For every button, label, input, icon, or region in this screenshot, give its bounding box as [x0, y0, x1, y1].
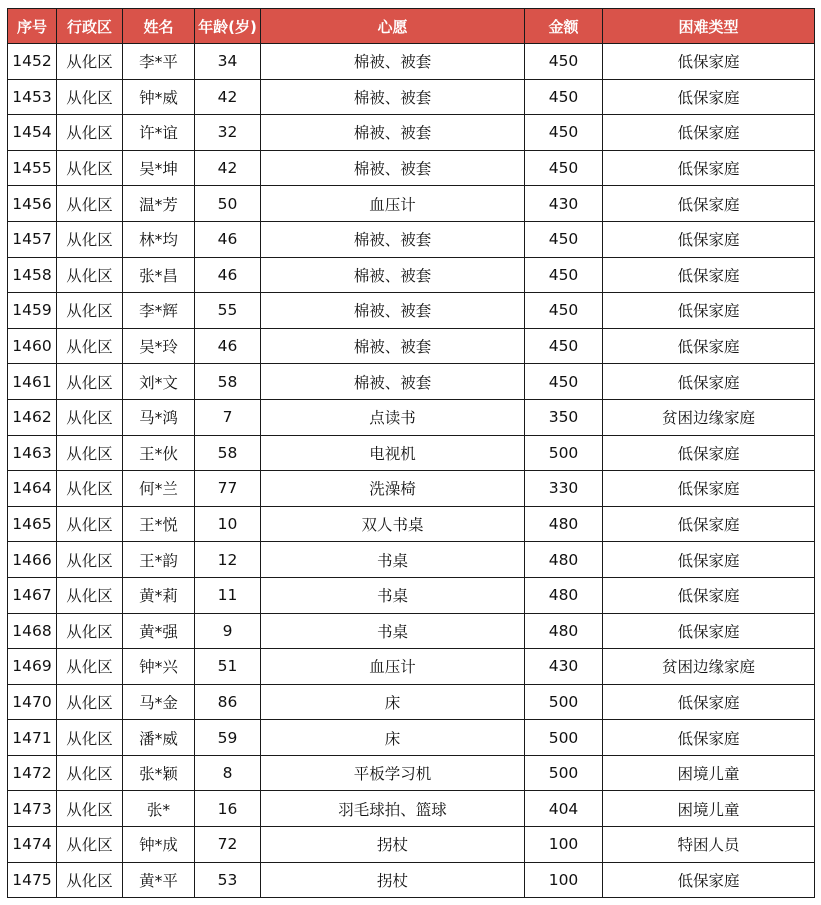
cell-name: 李*辉 — [123, 293, 195, 329]
cell-district: 从化区 — [57, 684, 123, 720]
cell-wish: 电视机 — [261, 435, 525, 471]
table-row — [8, 577, 815, 613]
cell-age: 10 — [195, 506, 261, 542]
cell-hardship-type: 贫困边缘家庭 — [603, 399, 815, 435]
cell-amount: 100 — [525, 827, 603, 863]
cell-age: 53 — [195, 862, 261, 898]
cell-wish: 血压计 — [261, 186, 525, 222]
cell-id: 1467 — [8, 577, 57, 613]
cell-name: 钟*兴 — [123, 649, 195, 685]
cell-age: 50 — [195, 186, 261, 222]
cell-district: 从化区 — [57, 328, 123, 364]
cell-age: 58 — [195, 435, 261, 471]
cell-id: 1462 — [8, 399, 57, 435]
cell-id: 1459 — [8, 293, 57, 329]
table-row — [8, 720, 815, 756]
wish-list-table — [7, 8, 815, 898]
col-header-hardship-type: 困难类型 — [603, 9, 815, 44]
cell-wish: 羽毛球拍、篮球 — [261, 791, 525, 827]
cell-wish: 棉被、被套 — [261, 150, 525, 186]
cell-district: 从化区 — [57, 44, 123, 80]
cell-district: 从化区 — [57, 827, 123, 863]
cell-age: 51 — [195, 649, 261, 685]
cell-amount: 500 — [525, 755, 603, 791]
cell-amount: 450 — [525, 44, 603, 80]
table-row — [8, 649, 815, 685]
table-row — [8, 862, 815, 898]
col-header-name: 姓名 — [123, 9, 195, 44]
table-row — [8, 506, 815, 542]
cell-amount: 450 — [525, 221, 603, 257]
cell-name: 黄*强 — [123, 613, 195, 649]
cell-hardship-type: 低保家庭 — [603, 186, 815, 222]
cell-id: 1472 — [8, 755, 57, 791]
table-row — [8, 435, 815, 471]
cell-name: 吴*玲 — [123, 328, 195, 364]
col-header-district: 行政区 — [57, 9, 123, 44]
table-row — [8, 293, 815, 329]
cell-district: 从化区 — [57, 435, 123, 471]
cell-amount: 350 — [525, 399, 603, 435]
cell-age: 12 — [195, 542, 261, 578]
cell-district: 从化区 — [57, 720, 123, 756]
cell-amount: 480 — [525, 506, 603, 542]
cell-wish: 床 — [261, 720, 525, 756]
table-row — [8, 328, 815, 364]
cell-amount: 450 — [525, 150, 603, 186]
cell-amount: 450 — [525, 328, 603, 364]
cell-age: 58 — [195, 364, 261, 400]
cell-amount: 480 — [525, 613, 603, 649]
cell-district: 从化区 — [57, 257, 123, 293]
cell-id: 1453 — [8, 79, 57, 115]
cell-age: 86 — [195, 684, 261, 720]
cell-wish: 血压计 — [261, 649, 525, 685]
cell-wish: 书桌 — [261, 577, 525, 613]
cell-age: 59 — [195, 720, 261, 756]
table-row — [8, 399, 815, 435]
table-row — [8, 755, 815, 791]
cell-age: 7 — [195, 399, 261, 435]
cell-hardship-type: 低保家庭 — [603, 577, 815, 613]
table-header — [8, 9, 815, 44]
header-row — [8, 9, 815, 44]
cell-id: 1452 — [8, 44, 57, 80]
cell-amount: 450 — [525, 79, 603, 115]
table-row — [8, 613, 815, 649]
cell-id: 1466 — [8, 542, 57, 578]
cell-district: 从化区 — [57, 613, 123, 649]
table-row — [8, 186, 815, 222]
cell-district: 从化区 — [57, 506, 123, 542]
cell-id: 1458 — [8, 257, 57, 293]
cell-age: 16 — [195, 791, 261, 827]
cell-wish: 棉被、被套 — [261, 328, 525, 364]
cell-name: 刘*文 — [123, 364, 195, 400]
table-row — [8, 79, 815, 115]
cell-wish: 平板学习机 — [261, 755, 525, 791]
col-header-id: 序号 — [8, 9, 57, 44]
col-header-amount: 金额 — [525, 9, 603, 44]
cell-district: 从化区 — [57, 293, 123, 329]
cell-hardship-type: 特困人员 — [603, 827, 815, 863]
col-header-wish: 心愿 — [261, 9, 525, 44]
cell-wish: 拐杖 — [261, 862, 525, 898]
table-row — [8, 364, 815, 400]
cell-age: 72 — [195, 827, 261, 863]
col-header-age: 年龄(岁) — [195, 9, 261, 44]
cell-district: 从化区 — [57, 79, 123, 115]
cell-wish: 双人书桌 — [261, 506, 525, 542]
cell-district: 从化区 — [57, 649, 123, 685]
table-row — [8, 684, 815, 720]
cell-hardship-type: 低保家庭 — [603, 44, 815, 80]
cell-name: 钟*威 — [123, 79, 195, 115]
cell-amount: 450 — [525, 257, 603, 293]
cell-amount: 500 — [525, 435, 603, 471]
cell-id: 1470 — [8, 684, 57, 720]
cell-name: 吴*坤 — [123, 150, 195, 186]
cell-district: 从化区 — [57, 577, 123, 613]
cell-wish: 书桌 — [261, 542, 525, 578]
cell-amount: 100 — [525, 862, 603, 898]
cell-name: 黄*莉 — [123, 577, 195, 613]
cell-age: 11 — [195, 577, 261, 613]
cell-id: 1469 — [8, 649, 57, 685]
cell-hardship-type: 低保家庭 — [603, 471, 815, 507]
cell-name: 张* — [123, 791, 195, 827]
cell-district: 从化区 — [57, 221, 123, 257]
cell-hardship-type: 低保家庭 — [603, 293, 815, 329]
cell-name: 张*昌 — [123, 257, 195, 293]
cell-age: 42 — [195, 79, 261, 115]
cell-age: 77 — [195, 471, 261, 507]
table-row — [8, 150, 815, 186]
cell-hardship-type: 低保家庭 — [603, 115, 815, 151]
cell-wish: 拐杖 — [261, 827, 525, 863]
cell-name: 王*伙 — [123, 435, 195, 471]
cell-amount: 480 — [525, 542, 603, 578]
cell-hardship-type: 低保家庭 — [603, 862, 815, 898]
cell-district: 从化区 — [57, 471, 123, 507]
cell-id: 1471 — [8, 720, 57, 756]
cell-wish: 棉被、被套 — [261, 257, 525, 293]
cell-wish: 床 — [261, 684, 525, 720]
cell-id: 1475 — [8, 862, 57, 898]
cell-id: 1457 — [8, 221, 57, 257]
cell-id: 1456 — [8, 186, 57, 222]
cell-wish: 棉被、被套 — [261, 115, 525, 151]
cell-district: 从化区 — [57, 186, 123, 222]
cell-age: 55 — [195, 293, 261, 329]
cell-name: 张*颖 — [123, 755, 195, 791]
cell-id: 1461 — [8, 364, 57, 400]
cell-district: 从化区 — [57, 862, 123, 898]
cell-id: 1455 — [8, 150, 57, 186]
cell-hardship-type: 低保家庭 — [603, 79, 815, 115]
cell-wish: 棉被、被套 — [261, 44, 525, 80]
table-row — [8, 542, 815, 578]
cell-name: 许*谊 — [123, 115, 195, 151]
cell-district: 从化区 — [57, 755, 123, 791]
table-row — [8, 221, 815, 257]
cell-name: 马*鸿 — [123, 399, 195, 435]
cell-name: 王*韵 — [123, 542, 195, 578]
cell-id: 1464 — [8, 471, 57, 507]
cell-amount: 330 — [525, 471, 603, 507]
cell-wish: 书桌 — [261, 613, 525, 649]
cell-hardship-type: 低保家庭 — [603, 328, 815, 364]
cell-amount: 430 — [525, 186, 603, 222]
cell-hardship-type: 贫困边缘家庭 — [603, 649, 815, 685]
cell-amount: 480 — [525, 577, 603, 613]
table-row — [8, 115, 815, 151]
cell-hardship-type: 低保家庭 — [603, 435, 815, 471]
cell-name: 钟*成 — [123, 827, 195, 863]
cell-id: 1474 — [8, 827, 57, 863]
cell-hardship-type: 困境儿童 — [603, 755, 815, 791]
cell-age: 8 — [195, 755, 261, 791]
cell-id: 1460 — [8, 328, 57, 364]
cell-wish: 棉被、被套 — [261, 364, 525, 400]
cell-hardship-type: 低保家庭 — [603, 150, 815, 186]
table-row — [8, 44, 815, 80]
table-row — [8, 257, 815, 293]
cell-amount: 450 — [525, 364, 603, 400]
cell-name: 何*兰 — [123, 471, 195, 507]
table-body — [8, 44, 815, 898]
cell-age: 32 — [195, 115, 261, 151]
cell-district: 从化区 — [57, 115, 123, 151]
cell-amount: 404 — [525, 791, 603, 827]
cell-hardship-type: 低保家庭 — [603, 542, 815, 578]
cell-hardship-type: 低保家庭 — [603, 506, 815, 542]
table-row — [8, 471, 815, 507]
cell-name: 林*均 — [123, 221, 195, 257]
cell-amount: 500 — [525, 720, 603, 756]
cell-wish: 棉被、被套 — [261, 293, 525, 329]
cell-id: 1465 — [8, 506, 57, 542]
cell-amount: 430 — [525, 649, 603, 685]
cell-age: 42 — [195, 150, 261, 186]
cell-hardship-type: 低保家庭 — [603, 364, 815, 400]
cell-id: 1454 — [8, 115, 57, 151]
cell-district: 从化区 — [57, 150, 123, 186]
cell-hardship-type: 低保家庭 — [603, 720, 815, 756]
cell-name: 温*芳 — [123, 186, 195, 222]
cell-age: 46 — [195, 257, 261, 293]
cell-hardship-type: 低保家庭 — [603, 221, 815, 257]
cell-wish: 点读书 — [261, 399, 525, 435]
cell-name: 潘*威 — [123, 720, 195, 756]
cell-district: 从化区 — [57, 542, 123, 578]
cell-hardship-type: 低保家庭 — [603, 613, 815, 649]
cell-name: 李*平 — [123, 44, 195, 80]
cell-id: 1468 — [8, 613, 57, 649]
table-row — [8, 791, 815, 827]
cell-age: 46 — [195, 328, 261, 364]
cell-name: 王*悦 — [123, 506, 195, 542]
cell-hardship-type: 低保家庭 — [603, 257, 815, 293]
cell-name: 黄*平 — [123, 862, 195, 898]
cell-hardship-type: 困境儿童 — [603, 791, 815, 827]
cell-age: 9 — [195, 613, 261, 649]
cell-hardship-type: 低保家庭 — [603, 684, 815, 720]
cell-wish: 棉被、被套 — [261, 79, 525, 115]
cell-id: 1463 — [8, 435, 57, 471]
cell-wish: 洗澡椅 — [261, 471, 525, 507]
cell-age: 34 — [195, 44, 261, 80]
cell-name: 马*金 — [123, 684, 195, 720]
cell-age: 46 — [195, 221, 261, 257]
cell-wish: 棉被、被套 — [261, 221, 525, 257]
cell-id: 1473 — [8, 791, 57, 827]
cell-amount: 500 — [525, 684, 603, 720]
cell-amount: 450 — [525, 293, 603, 329]
cell-amount: 450 — [525, 115, 603, 151]
table-row — [8, 827, 815, 863]
cell-district: 从化区 — [57, 364, 123, 400]
cell-district: 从化区 — [57, 791, 123, 827]
cell-district: 从化区 — [57, 399, 123, 435]
